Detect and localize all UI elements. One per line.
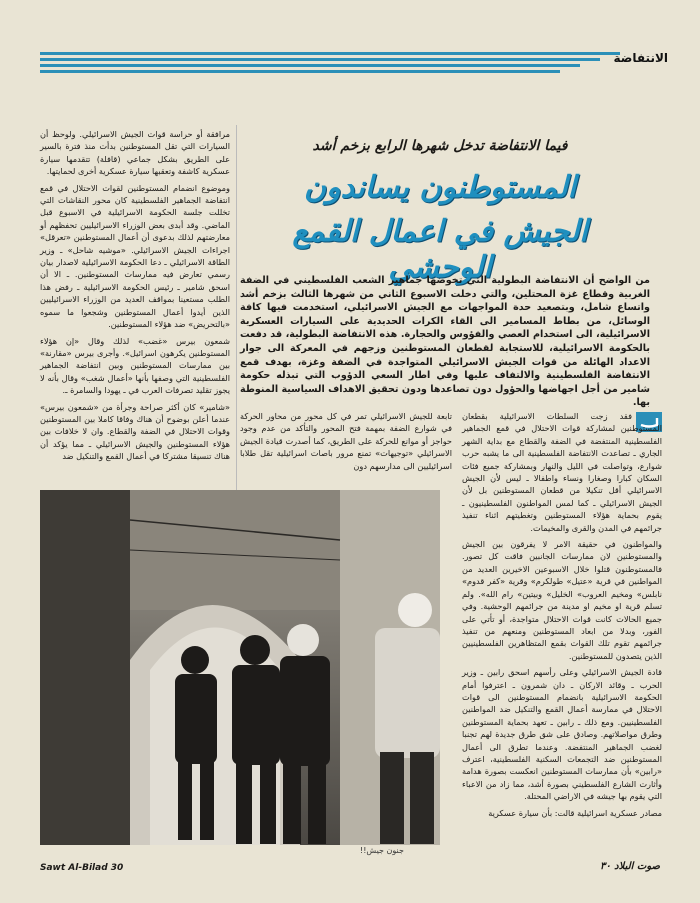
column-middle — [240, 410, 452, 472]
headline-line-1: المستوطنون يساندون — [304, 170, 576, 205]
paragraph: مصادر عسكرية اسرائيلية قالت: بأن سيارة عسكرية — [488, 807, 662, 818]
header-stripes — [40, 52, 620, 78]
paragraph: وموضوع انضمام المستوطنين لقوات الاحتلال في قمع انتفاضة الجماهير الفلسطينية كان محور النقاشات التي تخللت جلسة الحكومة الاسرائيلية في الاسبوع قبل الماضي. وقد أبدى بعض الوزراء الاسرائيليين تحفظهم أو معارضتهم لذلك بدعوى أن أعمال المستوطنين «تعرقل» اجراءات الجيش الاسرائيلي. «موشيه شاحل» ـ وزير الطاقة الاسرائيلي ـ دعا الحكومة الاسرائيلية لاصدار بيان رسمي تعارض فيه ممارسات المستوطنين. ـ الا أن اسحق شامير ـ رئيس الحكومة الاسرائيلية ـ رفض هذا الطلب مستعينا بمواقف العديد من الوزراء الاسرائيليين الذين أيدوا أعمال المستوطنين وشجعوا ما سموه «بالتحريض» ضد هؤلاء المستوطنين. — [40, 182, 230, 330]
section-label: الانتفاضة — [613, 51, 668, 65]
photo-caption: جنون جيش!! — [360, 846, 404, 855]
article-lead: من الواضح أن الانتفاضة البطولية التي تخوضها جماهير الشعب الفلسطيني في الضفة الغربية وقطاع غزة المحتلين، والتي دخلت الاسبوع الثاني من شهرها الثالث بزخم أشد واتساع شامل، وبتصعيد حدة المواجهات مع الجيش الاسرائيلي، استخدمت فيها كافة الوسائل، من بطاط المسامير الى القاء الكرات الحديدية على السيارات العسكرية الاسرائيلية، الى استخدام العصي والفؤوس والحجارة. هذه الانتفاضة البطولية، قد دفعت بالحكومة الاسرائيلية، للاستجابة لقطعان المستوطنين وزجهم في المعركة الى جوار الاعداد الهائلة من قوات الجيش الاسرائيلي المتواجدة في الضفة وغزة، بهدف قمع الانتفاضة الفلسطينية والالتفاف عليها وفي اطار السعي الدؤوب التي تبذله حكومة شامير من أجل اجهاضها والحؤول دون تصاعدها ودون تحقيق الاهداف السياسية المنوطة بها. — [240, 275, 650, 409]
paragraph: مرافقة أو حراسة قوات الجيش الاسرائيلي. ولوحظ أن السيارات التي تقل المستوطنين بدأت منذ فترة بالسير على الطريق بشكل جماعي (قافلة) تتقدمها سيارة عسكرية كاشفة وتعقبها سيارة عسكرية أخرى لحمايتها. — [40, 129, 230, 177]
paragraph: شمعون بيرس «غضب» لذلك وقال «إن هؤلاء المستوطنين يكرهون اسرائيل». وأجرى بيرس «مقارنة» بين ممارسات المستوطنين وبين انتفاضة الجماهير الفلسطينية التي وصفها بأنها «أعمال شغب» وقال بأنه لا يجوز تقليد تصرفات العرب في ـ يهودا والسامرة ـ. — [40, 335, 230, 396]
stripe-1 — [40, 52, 620, 55]
news-photo — [40, 490, 440, 845]
stripe-2 — [40, 58, 600, 61]
footer-publication-latin: Sawt Al-Bilad 30 — [40, 863, 124, 873]
column-divider — [236, 125, 237, 495]
headline-line-2: الجيش في اعمال القمع الوحشي — [292, 214, 588, 285]
stripe-3 — [40, 64, 580, 67]
footer-publication-arabic: صوت البلاد ٣٠ — [599, 861, 660, 872]
column-right — [462, 410, 662, 819]
paragraph: قادة الجيش الاسرائيلي وعلى رأسهم اسحق رابين ـ وزير الحرب ـ وقائد الاركان ـ دان شمرون ـ اعترفوا أمام الحكومة الاسرائيلية بانضمام المستوطنين الى قوات الاحتلال في ممارسة أعمال القمع والتنكيل ضد المواطنين الفلسطينيين. ومع ذلك ـ رابين ـ تعهد بحماية المستوطنين وطرق مواصلاتهم. وصادق على شق طرق جديدة لهم تجنبا لغضب الجماهير المنتفضة. وعندما تطرق الى أعمال المستوطنين ضد التجمعات السكنية الفلسطينية، اعترف «رابين» بأن ممارسات المستوطنين انعكست بصورة هدامة وأثارت الشارع الفلسطيني بصورة أشد، مما زاد من الاعباء التي يقوم بها جيشه في الاراضي المحتلة. — [462, 667, 662, 802]
soldiers-in-alley-photo — [40, 490, 440, 845]
paragraph: «شامير» كان أكثر صراحة وجرأة من «شمعون بيرس» عندما أعلن بوضوح أن هناك وفاقا كاملا بين المستوطنين وقوات الاحتلال في الضفة والقطاع. وان لا خلافات بين هؤلاء المستوطنين والجيش الاسرائيلي ـ مما يؤكد أن هناك تنسيقا مشتركا في أعمال القمع والتنكيل ضد — [40, 401, 230, 462]
article-kicker: فيما الانتفاضة تدخل شهرها الرابع بزخم أشد — [312, 138, 568, 154]
paragraph: فقد زجت السلطات الاسرائيلية بقطعان المستوطنين لمشاركة قوات الاحتلال في قمع الجماهير الفلسطينية المنتفضة في الضفة والقطاع مع بداية الشهر الجاري ـ تصاعدت الانتفاضة الفلسطينية الى ما يشبه حرب شوارع، وتواصلت في الليل والنهار وبمشاركة جميع فئات السكان كبارا وصغارا ونساء واطفالا ـ ليس لأن الجيش الاسرائيلي أقل تنكيلا من قطعان المستوطنين بل لأن الجيش الاسرائيلي ـ كما لمس المواطنون الفلسطينيون ـ يقوم بحماية هؤلاء المستوطنين وتغطيتهم اثناء تنفيذ جرائمهم في المدن والقرى والمخيمات. — [462, 411, 662, 533]
paragraph: تابعة للجيش الاسرائيلي تمر في كل محور من محاور الحركة في شوارع الضفة بمهمة فتح المحور والتأكد من عدم وجود حواجز أو موانع للحركة على الطريق، كما أصدرت قيادة الجيش الاسرائيلي «توجيهات» تمنع مرور باصات اسرائيلية تقل طلابا اسرائيليين الى مدارسهم دون — [240, 411, 452, 471]
column-left — [40, 128, 230, 463]
stripe-4 — [40, 70, 560, 73]
paragraph: والمواطنون في حقيقة الامر لا يفرقون بين الجيش والمستوطنين لان ممارسات الجانبين فاقت كل تصور. فالمستوطنون قتلوا خلال الاسبوعين الاخيرين العديد من المواطنين في قرية «عتيل» طولكرم» وقرية «كفر قدوم» نابلس» ومخيم العروب» الخليل» وبيتين» رام الله». ولم تسلم قرية او مخيم او مدينة من جرائمهم الوحشية. وفي جميع الحالات كانت قوات الاحتلال متواجدة، أو تأتي على الفور، وبدلا من ابعاد المستوطنين ومنعهم من تنفيذ جرائمهم تقوم تلك القوات بقمع المتظاهرين الفلسطينيين الذين يتصدون للمستوطنين. — [462, 539, 662, 661]
